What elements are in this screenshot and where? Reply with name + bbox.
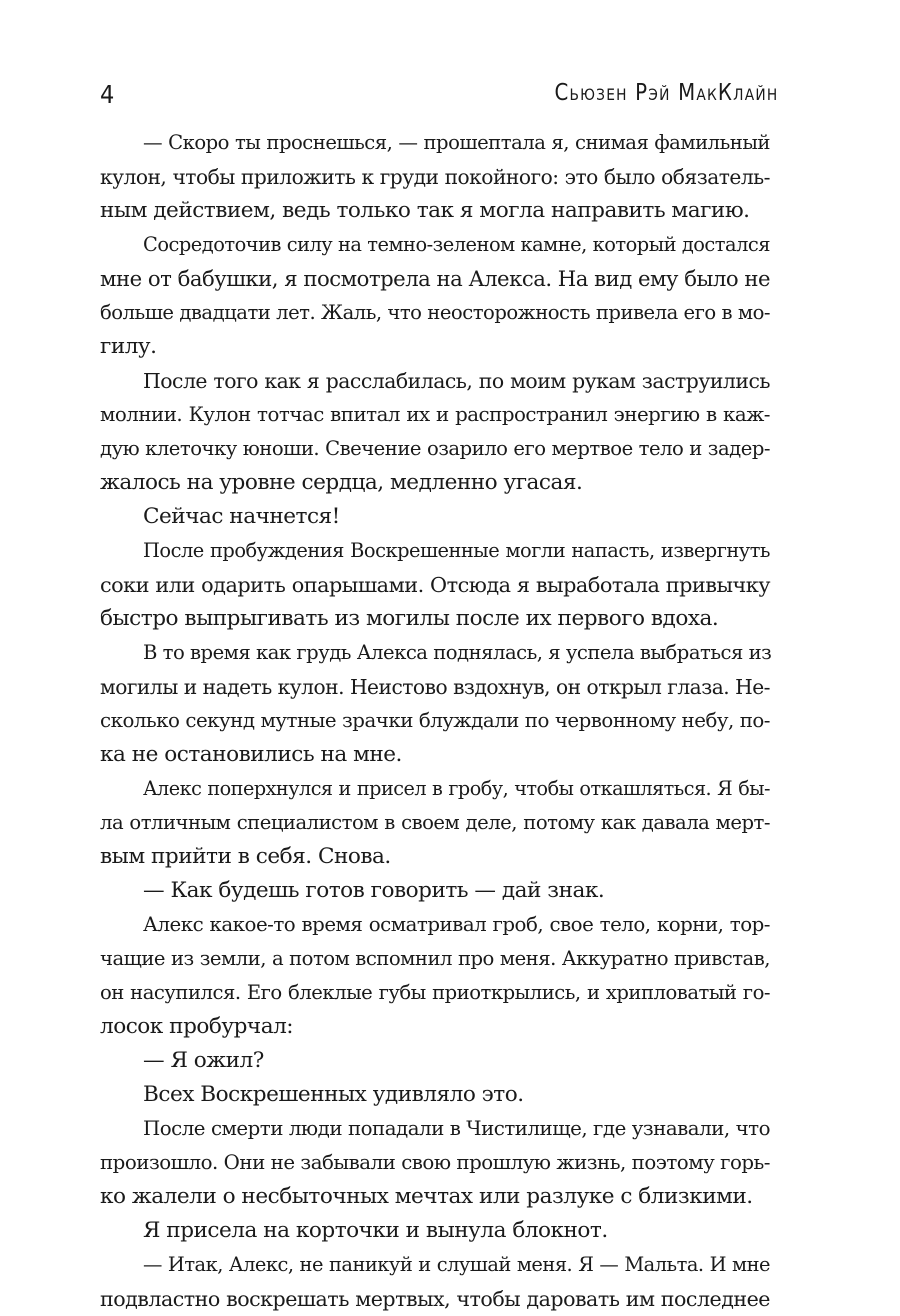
text-line: Алекс поперхнулся и присел в гробу, чтобы откашляться. Я бы- [143,777,770,800]
text-line: После смерти люди попадали в Чистилище, где узнавали, что [143,1117,770,1140]
text-line: Всех Воскрешенных удивляло это. [143,1082,524,1107]
text-line: лосок пробурчал: [100,1014,294,1039]
text-line: он насупился. Его блеклые губы приоткрылись, и хрипловатый го- [100,981,770,1004]
text-line: Я присела на корточки и вынула блокнот. [143,1218,608,1243]
text-line: кулон, чтобы приложить к груди покойного: это было обязатель- [100,165,770,189]
text-line: ным действием, ведь только так я могла направить магию. [100,198,750,223]
text-line: чащие из земли, а потом вспомнил про меня. Аккуратно привстав, [100,947,770,970]
running-head-author: Сьюзен Рэй МакКлайн [554,80,778,106]
text-line: гилу. [100,334,157,359]
text-line: молнии. Кулон тотчас впитал их и распространил энергию в каж- [100,403,770,426]
text-line: Алекс какое-то время осматривал гроб, свое тело, корни, тор- [143,913,770,936]
text-line: В то время как грудь Алекса поднялась, я успела выбраться из [143,641,772,664]
text-line: больше двадцати лет. Жаль, что неосторожность привела его в мо- [100,301,770,324]
text-line: — Я ожил? [143,1048,264,1073]
text-line: — Как будешь готов говорить — дай знак. [143,878,605,903]
text-line: — Итак, Алекс, не паникуй и слушай меня. Я — Мальта. И мне [143,1253,770,1276]
text-line: произошло. Они не забывали свою прошлую жизнь, поэтому горь- [100,1151,770,1174]
text-line: жалось на уровне сердца, медленно угасая. [100,470,583,495]
text-line: — Скоро ты проснешься, — прошептала я, снимая фамильный [143,131,770,154]
text-line: ла отличным специалистом в своем деле, потому как давала мерт- [100,811,770,834]
text-line: Сейчас начнется! [143,504,340,529]
text-line: соки или одарить опарышами. Отсюда я выработала привычку [100,573,770,597]
text-line: ко жалели о несбыточных мечтах или разлуке с близкими. [100,1184,753,1209]
text-line: После пробуждения Воскрешенные могли напасть, извергнуть [143,539,770,562]
text-line: После того как я расслабилась, по моим рукам заструились [143,369,770,393]
body-text [100,126,770,1316]
text-line: быстро выпрыгивать из могилы после их первого вдоха. [100,606,719,631]
text-line: ка не остановились на мне. [100,742,402,767]
text-line: дую клеточку юноши. Свечение озарило его мертвое тело и задер- [100,437,770,460]
text-line: подвластно воскрешать мертвых, чтобы даровать им последнее [100,1287,770,1311]
text-line: сколько секунд мутные зрачки блуждали по червонному небу, по- [100,709,770,732]
page-number: 4 [100,80,116,109]
text-line: вым прийти в себя. Снова. [100,844,391,869]
text-line: мне от бабушки, я посмотрела на Алекса. На вид ему было не [100,266,770,291]
text-line: могилы и надеть кулон. Неистово вздохнув, он открыл глаза. Не- [100,675,770,699]
text-line: Сосредоточив силу на темно-зеленом камне, который достался [143,233,770,256]
